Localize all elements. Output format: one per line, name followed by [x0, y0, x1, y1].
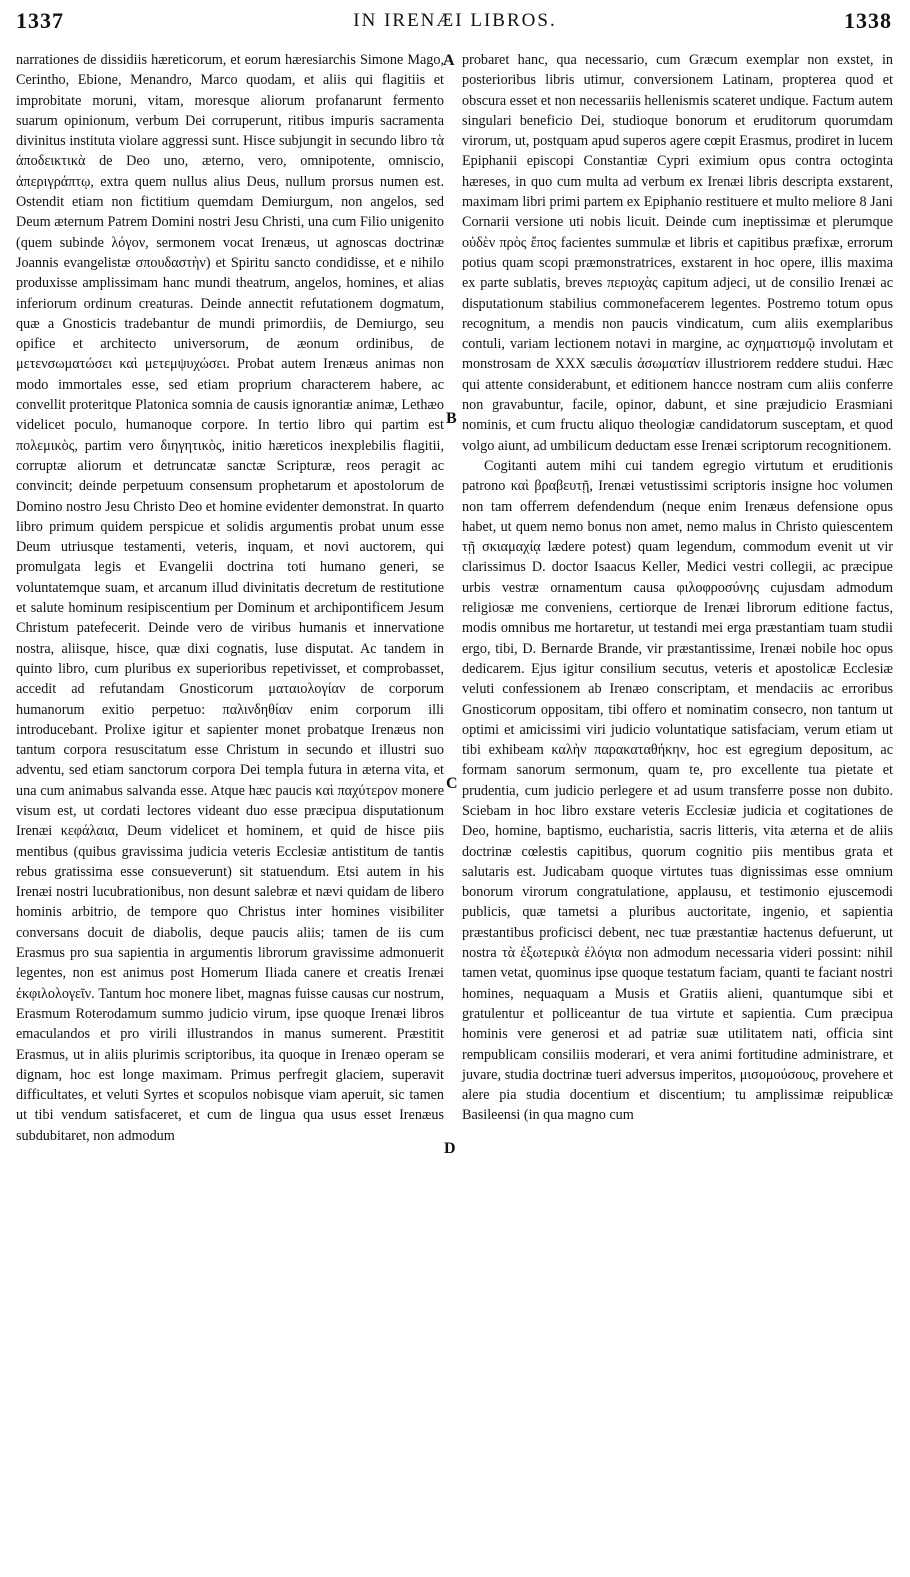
margin-letter-b: B — [446, 410, 457, 427]
page-number-left: 1337 — [16, 8, 64, 33]
running-title: IN IRENÆI LIBROS. — [353, 10, 557, 31]
page-header — [0, 0, 910, 40]
left-column-text: narrationes de dissidiis hæreticorum, et eorum hæresiarchis Simone Mago, Cerintho, Ebione, Menandro, Marco quodam, et aliis qui flagitiis et improbitate moruni, vitam, moresque aliorum profanarunt fermento suarum opinionum, verbum Dei corruperunt, ritibus impuris sacramenta divinitus instituta violare aggressi sunt. Hisce subjungit in secundo libro τὰ ἀποδεικτικὰ de Deo uno, æterno, vero, omnipotente, omniscio, ἀπεριγράπτῳ, extra quem nullus alius Deus, nullum prorsus numen est. Ostendit etiam non fictitium quemdam Demiurgum, non angelos, sed Deum æternum Patrem Domini nostri Jesu Christi, una cum Filio unigenito (quem subinde λόγον, sermonem vocat Irenæus, ut agnoscas doctrinæ Joannis evangelistæ σπουδαστὴν) et Spiritu sancto condidisse, et e nihilo produxisse amplissimam hanc mundi theatrum, angelos, homines, et alias inferiorum ordinum creaturas. Deinde annectit refutationem dogmatum, quæ a Gnosticis tradebantur de mundi primordiis, de Demiurgo, seu opifice et architecto universorum, de æonum ordinibus, de μετενσωματώσει καὶ μετεμψυχώσει. Probat autem Irenæus animas non modo immortales esse, sed etiam proprium characterem habere, ac convellit proteritque Platonica somnia de causis ignorantiæ animæ, Lethæo videlicet poculo, humanoque corpore. In tertio libro qui partim est πολεμικὸς, partim vero διηγητικὸς, initio hæreticos inexplebilis flagitii, corruptæ aliorum et detruncatæ sanctæ Scripturæ, reos peragit ac convincit; deinde perpetuum consensum prophetarum et apostolorum de Domino nostro Jesu Christo Deo et homine evidenter demonstrat. In quarto libro primum quidem perspicue et solidis argumentis probat unum esse Deum utriusque testamenti, veteris, inquam, et novi auctorem, qui promulgata legis et Evangelii doctrina toti humano generi, se voluntatemque suam, et arcanum illud divinitatis decretum de restitutione et salute hominum resipiscentium per Dominum et archipontificem Jesum Christum patefecerit. Deinde vero de viribus humanis et innervatione nostra, aliisque, hisce, quæ dixi cognatis, luse disputat. Ac tandem in quinto libro, cum pluribus ex superioribus repetivisset, et comprobasset, accedit ad refutandam Gnosticorum ματαιολογίαν de corporum humanorum exitio perpetuo: παλινδηθίαν enim corporum illi introducebant. Prolixe igitur et sapienter monet probatque Irenæus non tantum corpora resuscitatum esse Christum in secundo et illustri suo adventu, sed etiam sanctorum corpora Dei templa futura in æterna vita, et una cum animabus salvanda esse. Atque hæc paucis καὶ παχύτερον monere visum est, ut cordati lectores videant duo esse præcipua disputationum Irenæi κεφάλαια, Deum videlicet et hominem, et quid de hisce piis mentibus (quibus gravissima judicia veteris Ecclesiæ antistitum de tantis rebus gratissima esse consueverunt) sit statuendum. Etsi autem in his Irenæi nostri lucubrationibus, non desunt salebræ et nævi quidam de libero hominis arbitrio, de tempore quo Christus inter homines visibiliter conversans docuit de diabolis, deque paucis aliis; tamen de iis cum Erasmus pro sua sapientia in argumentis librorum gravissime admonuerit legentes, non est animus post Homerum Iliada canere et creatis Irenæi ἐκφιλολογεῖν. Tantum hoc monere libet, magnas fuisse causas cur nostrum, Erasmum Roterodamum summo judicio virum, ipse quoque Irenæi libros emaculandos et pro virili illustrandos in manus sumerent. Præstitit Erasmus, ut in aliis plurimis scriptoribus, ita quoque in Irenæo operam se dignam, hoc est longe maximam. Primus perfregit glaciem, superavit difficultates, et veluti Syrtes et scopulos nobisque viam aperuit, sic tamen ut tibi vendum satisfaceret, et cum de lingua qua usus esset Irenæus subdubitaret, non admodum — [16, 52, 444, 1144]
margin-letter-d: D — [444, 1140, 456, 1157]
right-paragraph-2: Cogitanti autem mihi cui tandem egregio virtutum et eruditionis patrono καὶ βραβευτῇ, Irenæi vetustissimi scriptoris insigne hoc volumen non tam offerrem defendendum (neque enim Irenæus defensione opus habet, ut quem nemo bonus non amet, nemo malus in Christo quiescentem τῇ σκιαμαχίᾳ lædere potest) quam legendum, commodum evenit ut vir clarissimus D. doctor Isaacus Keller, Medici vestri collegii, ac præcipue urbis vestræ ornamentum causa φιλοφροσύνης cujusdam admodum religiosæ me conveniens, certiorque de Irenæi librorum editione factus, modis omnibus me hortaretur, ut testandi mei erga præstantiam tuam studii ergo, tibi, D. Bernarde Brande, vir præstantissime, Irenæi nobile hoc opus dedicarem. Ejus igitur consilium secutus, veteris et apostolicæ Ecclesiæ veluti confessionem ab Irenæo conscriptam, et mendaciis ac erroribus Gnosticorum oppositam, tibi offero et nominatim consecro, non tantum ut optimi et amicissimi viri judicio voluntatique satisfaciam, verum etiam ut tibi exhibeam καλὴν παρακαταθήκην, hoc est egregium depositum, ac formam sanorum sermonum, quam te, pro excellente tua pietate et prudentia, cum judicio perlegere et ad usum transferre posse non dubito. Sciebam in hoc libro exstare veteris Ecclesiæ judicia et cogitationes de Deo, homine, baptismo, eucharistia, sacris litteris, vita æterna et de aliis doctrinæ cœlestis capitibus, quorum cognitio piis mentibus grata et salutaris est. Judicabam quoque virtutes tuas dignissimas esse omnium bonorum virorum congratulatione, applausu, et testimonio ejuscemodi publicis, quæ tametsi a pluribus auctoritate, ingenio, et sapientia præstantibus proficisci debent, nec tuæ præstantiæ hactenus defuerunt, ut nostra τὰ ἐξωτερικὰ ἐλόγια non admodum necessaria videri possint: nihil tamen vetat, quominus ipse quoque testatum faciam, quanti te faciant nostri homines, nequaquam a Musis et Gratiis alieni, quantumque sibi et gratulentur et polliceantur de tua virtute et sapientia. Cum præcipua hominis vere generosi et ad patriæ suæ utilitatem nati, officia sint rempublicam consiliis moderari, et vera animi fortitudine administrare, et juvare, studia doctrinæ tueri adversus imperitos, μισομούσους, provehere et alere pia studia docentium et discentium; tu amplissimæ reipublicæ Basileensi (in qua magno cum — [462, 457, 893, 1124]
right-column — [462, 50, 893, 1126]
right-paragraph-1: probaret hanc, qua necessario, cum Græcum exemplar non exstet, in posterioribus libris utimur, conversionem Latinam, propterea quod et obscura esset et non necessariis hellenismis scateret undique. Factum autem singulari beneficio Dei, studioque bonorum et eruditorum quorumdam virorum, ut, postquam apud superos agere cœpit Erasmus, prodiret in lucem Epiphanii episcopi Constantiæ Cypri eximium opus contra octoginta hæreses, in quo cum multa ad verbum ex Irenæi libris descripta exstarent, maximam libri primi partem ex Epiphanio restituere et multo meliore 8 Jani Cornarii versione uti nobis licuit. Deinde cum ineptissimæ et plerumque οὐδὲν πρὸς ἔπος facientes summulæ et libris et capitibus præfixæ, errorum potius quam scopi præmonstratrices, exstarent in hoc opere, illis maxima ex parte sublatis, breves περιοχὰς capitum adjeci, ut de consilio Irenæi ac disputationum stabilius commonefacerem legentes. Postremo totum opus recognitum, a mendis non paucis vindicatum, cum aliis exemplaribus contuli, variam lectionem notavi in margine, ac σχηματισμῷ involutam et monstrosam de XXX sæculis ἀσωματίαν illustriorem reddere studui. Hæc qui attente considerabunt, et editionem hancce nostram cum aliis conferre non gravabuntur, facile, opinor, dabunt, et sine præjudicio Erasmiani nominis, et cum fructu aliquo theologiæ candidatorum susceptam, et quod volgo aiunt, ad umbilicum deductam esse Irenæi scriptorum recognitionem. — [462, 52, 894, 454]
page-number-right: 1338 — [844, 8, 892, 33]
left-column — [16, 50, 444, 1146]
margin-letter-c: C — [446, 775, 458, 792]
margin-letter-a: A — [443, 52, 455, 69]
